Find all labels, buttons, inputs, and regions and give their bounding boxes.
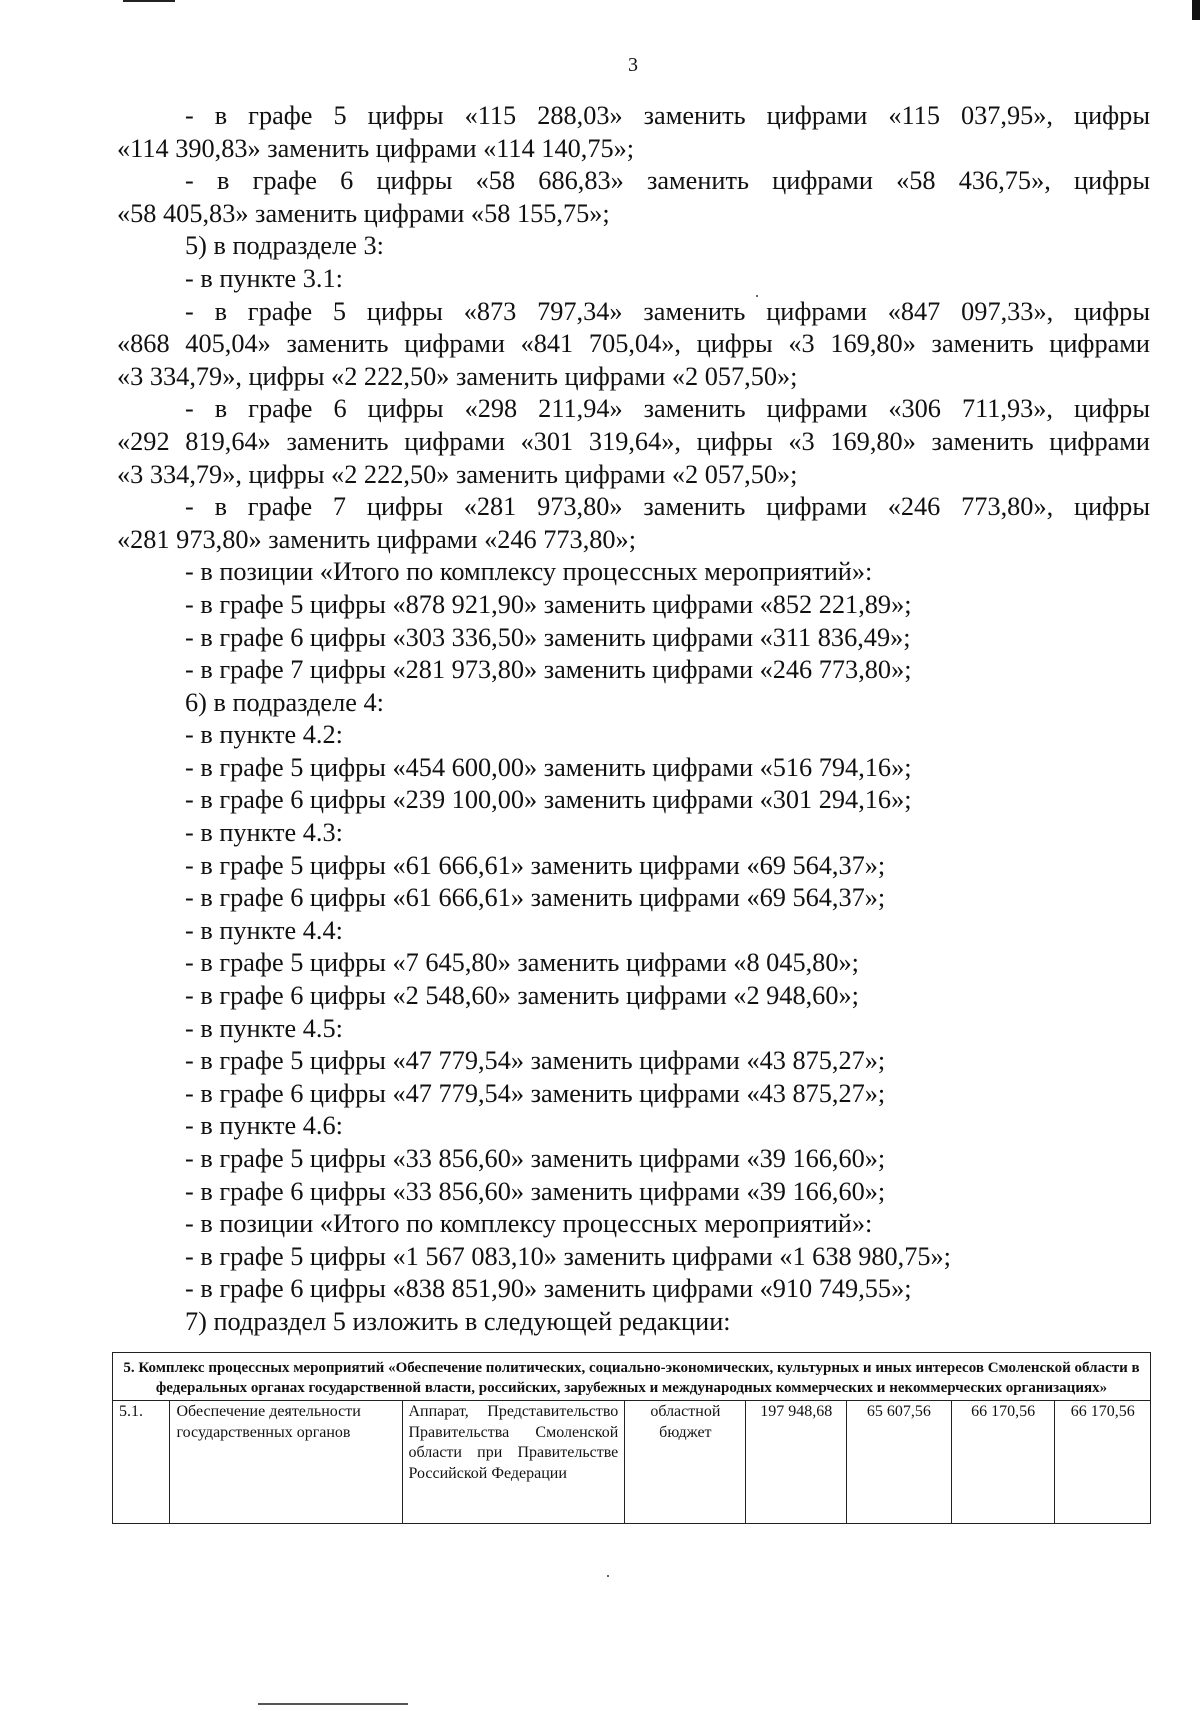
text-line: - в графе 6 цифры «61 666,61» заменить цифрами «69 564,37»; [185,883,886,913]
text-line: - в графе 7 цифры «281 973,80» заменить цифрами «246 773,80»; [185,655,912,685]
text-line: 6) в подразделе 4: [185,687,384,717]
text-line: - в пункте 4.5: [185,1013,343,1043]
text-line: - в графе 5 цифры «873 797,34» заменить цифрами «847 097,33», цифры [185,296,1150,326]
text-line: - в пункте 4.6: [185,1111,343,1141]
text-line: - в пункте 4.3: [185,818,343,848]
text-line: - в графе 6 цифры «838 851,90» заменить цифрами «910 749,55»; [185,1274,912,1304]
text-line: - в графе 5 цифры «7 645,80» заменить цифрами «8 045,80»; [185,948,859,978]
scan-mark [1192,0,1200,20]
text-line: - в пункте 4.4: [185,915,343,945]
text-line: - в позиции «Итого по комплексу процессных мероприятий»: [185,557,873,587]
scan-mark [258,1703,408,1705]
amount-year-1: 65 607,56 [847,1401,952,1524]
funding-source: областной бюджет [625,1401,746,1524]
text-line: - в графе 6 цифры «47 779,54» заменить цифрами «43 875,27»; [185,1078,886,1108]
text-line: - в графе 5 цифры «454 600,00» заменить цифрами «516 794,16»; [185,752,912,782]
scan-speck [756,295,758,297]
text-line: - в графе 6 цифры «58 686,83» заменить цифрами «58 436,75», цифры [185,166,1150,196]
amount-year-2: 66 170,56 [951,1401,1055,1524]
text-line: - в графе 6 цифры «33 856,60» заменить цифрами «39 166,60»; [185,1176,886,1206]
text-line: - в графе 5 цифры «115 288,03» заменить цифрами «115 037,95», цифры [185,101,1150,130]
text-line: - в графе 7 цифры «281 973,80» заменить цифрами «246 773,80», цифры [185,492,1150,522]
text-line: - в графе 6 цифры «2 548,60» заменить цифрами «2 948,60»; [185,981,859,1011]
table-row [113,1401,1151,1524]
text-line: «3 334,79», цифры «2 222,50» заменить цифрами «2 057,50»; [117,361,798,391]
text-line: «868 405,04» заменить цифрами «841 705,04», цифры «3 169,80» заменить цифрами [117,329,1150,359]
text-line: «292 819,64» заменить цифрами «301 319,64», цифры «3 169,80» заменить цифрами [117,426,1150,456]
text-line: - в графе 5 цифры «1 567 083,10» заменить цифрами «1 638 980,75»; [185,1241,951,1271]
text-line: 7) подраздел 5 изложить в следующей редакции: [185,1306,731,1336]
text-line: «58 405,83» заменить цифрами «58 155,75»; [117,198,610,228]
text-line: «281 973,80» заменить цифрами «246 773,80»; [117,524,637,554]
text-line: - в графе 6 цифры «239 100,00» заменить цифрами «301 294,16»; [185,785,912,815]
table-section-title: 5. Комплекс процессных мероприятий «Обеспечение политических, социально-экономических, культурных и иных интересов Смоленской области в федеральных органах государственной власти, российских, зарубежных и международных коммерческих и некоммерческих организациях» [113,1353,1151,1401]
scan-mark [123,0,175,2]
activity-name: Обеспечение деятельности государственных органов [170,1401,402,1524]
activities-table [112,1352,1151,1524]
text-line: - в графе 5 цифры «33 856,60» заменить цифрами «39 166,60»; [185,1144,886,1173]
responsible-organization: Аппарат, Представительство Правительства Смоленской области при Правительстве Российской Федерации [402,1401,625,1524]
amount-total: 197 948,68 [746,1401,847,1524]
page-number: 3 [628,54,638,76]
text-line: - в пункте 4.2: [185,720,343,750]
text-line: - в графе 6 цифры «298 211,94» заменить цифрами «306 711,93», цифры [185,394,1150,424]
text-line: - в графе 5 цифры «61 666,61» заменить цифрами «69 564,37»; [185,850,886,880]
text-line: - в графе 6 цифры «303 336,50» заменить цифрами «311 836,49»; [185,622,911,652]
table-header-row [113,1353,1151,1401]
text-line: - в графе 5 цифры «47 779,54» заменить цифрами «43 875,27»; [185,1046,886,1076]
document-body [117,100,1150,1339]
amount-year-3: 66 170,56 [1055,1401,1151,1524]
text-line: «114 390,83» заменить цифрами «114 140,75»; [117,133,635,163]
text-line: «3 334,79», цифры «2 222,50» заменить цифрами «2 057,50»; [117,459,798,489]
text-line: 5) в подразделе 3: [185,231,384,261]
scan-speck [607,1575,609,1577]
row-number: 5.1. [113,1401,170,1524]
text-line: - в позиции «Итого по комплексу процессных мероприятий»: [185,1209,873,1239]
text-line: - в графе 5 цифры «878 921,90» заменить цифрами «852 221,89»; [185,589,912,619]
text-line: - в пункте 3.1: [185,263,343,293]
